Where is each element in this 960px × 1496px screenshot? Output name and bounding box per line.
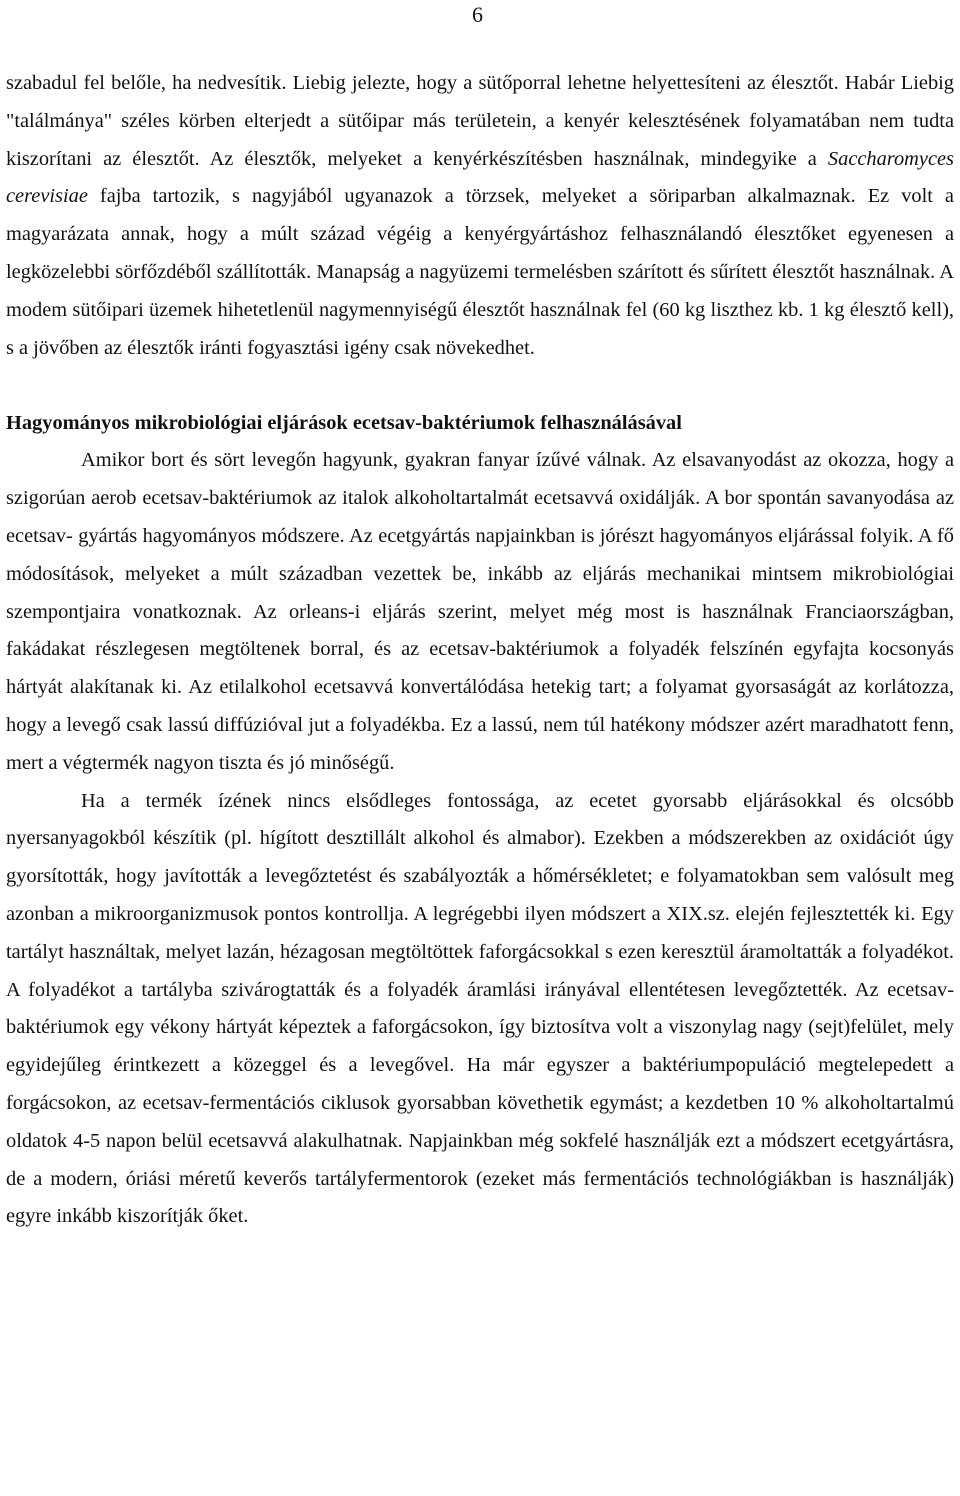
paragraph-vinegar-fast-methods: Ha a termék ízének nincs elsődleges fontossága, az ecetet gyorsabb eljárásokkal és olcsóbb nyersanyagokból készítik (pl. hígított desztillált alkohol és almabor). Ezekben a módszerekben az oxidációt úgy gyorsították, hogy javították a levegőztetést és szabályozták a hőmérsékletet; e folyamatokban sem valósult meg azonban a mikroorganizmusok pontos kontrollja. A legrégebbi ilyen módszert a XIX.sz. elején fejlesztették ki. Egy tartályt használtak, melyet lazán, hézagosan megtöltöttek faforgácsokkal s ezen keresztül áramoltatták a folyadékot. A folyadékot a tartályba szivárogtatták és a folyadék áramlási irányával ellentétesen levegőztették. Az ecetsav- baktériumok egy vékony hártyát képeztek a faforgácsokon, így biztosítva volt a viszonylag nagy (sejt)felület, mely egyidejűleg érintkezett a közeggel és a levegővel. Ha már egyszer a baktériumpopuláció megtelepedett a forgácsokon, az ecetsav-fermentációs ciklusok gyorsabban követhetik egymást; a kezdetben 10 % alkoholtartalmú oldatok 4-5 napon belül ecetsavvá alakulhatnak. Napjainkban még sokfelé használják ezt a módszert ecetgyártásra, de a modern, óriási méretű keverős tartályfermentorok (ezeket más fermentációs technológiákban is használják) egyre inkább kiszorítják őket.	[6, 789, 954, 1228]
paragraph-text: szabadul fel belőle, ha nedvesítik. Liebig jelezte, hogy a sütőporral lehetne helyettesíteni az élesztőt. Habár Liebig "találmánya" széles körben elterjedt a sütőipar más területein, a kenyér kelesztésének folyamatában nem tudta kiszorítani az élesztőt. Az élesztők, melyeket a kenyérkészítésben használnak, mindegyike a	[6, 72, 954, 170]
species-name: Saccharomyces cerevisiae	[6, 147, 954, 208]
page-number: 6	[472, 2, 483, 27]
paragraph-liebig-yeast	[6, 65, 954, 367]
paragraph-text: fajba tartozik, s nagyjából ugyanazok a törzsek, melyeket a söriparban alkalmaznak. Ez volt a magyarázata annak, hogy a múlt század végéig a kenyérgyártáshoz felhasználandó élesztőket egyenesen a legközelebbi sörfőzdéből szállították. Manapság a nagyüzemi termelésben szárított és sűrített élesztőt használnak. A modem sütőipari üzemek hihetetlenül nagymennyiségű élesztőt használnak fel (60 kg liszthez kb. 1 kg élesztő kell), s a jövőben az élesztők iránti fogyasztási igény csak növekedhet.	[6, 185, 954, 359]
document-body	[6, 65, 954, 1236]
paragraph-vinegar-traditional: Amikor bort és sört levegőn hagyunk, gyakran fanyar ízűvé válnak. Az elsavanyodást az okozza, hogy a szigorúan aerob ecetsav-baktériumok az italok alkoholtartalmát ecetsavvá oxidálják. A bor spontán savanyodása az ecetsav- gyártás hagyományos módszere. Az ecetgyártás napjainkban is jórészt hagyományos eljárással folyik. A fő módosítások, melyeket a múlt században vezettek be, inkább az eljárás mechanikai mintsem mikrobiológiai szempontjaira vonatkoznak. Az orleans-i eljárás szerint, melyet még most is használnak Franciaországban, fakádakat részlegesen megtöltenek borral, és az ecetsav-baktériumok a folyadék felszínén egyfajta kocsonyás hártyát alakítanak ki. Az etilalkohol ecetsavvá konvertálódása hetekig tart; a folyamat gyorsaságát az korlátozza, hogy a levegő csak lassú diffúzióval jut a folyadékba. Ez a lassú, nem túl hatékony módszer azért maradhatott fenn, mert a végtermék nagyon tiszta és jó minőségű.	[6, 449, 954, 774]
section-heading: Hagyományos mikrobiológiai eljárások ecetsav-baktériumok felhasználásával	[6, 412, 682, 435]
